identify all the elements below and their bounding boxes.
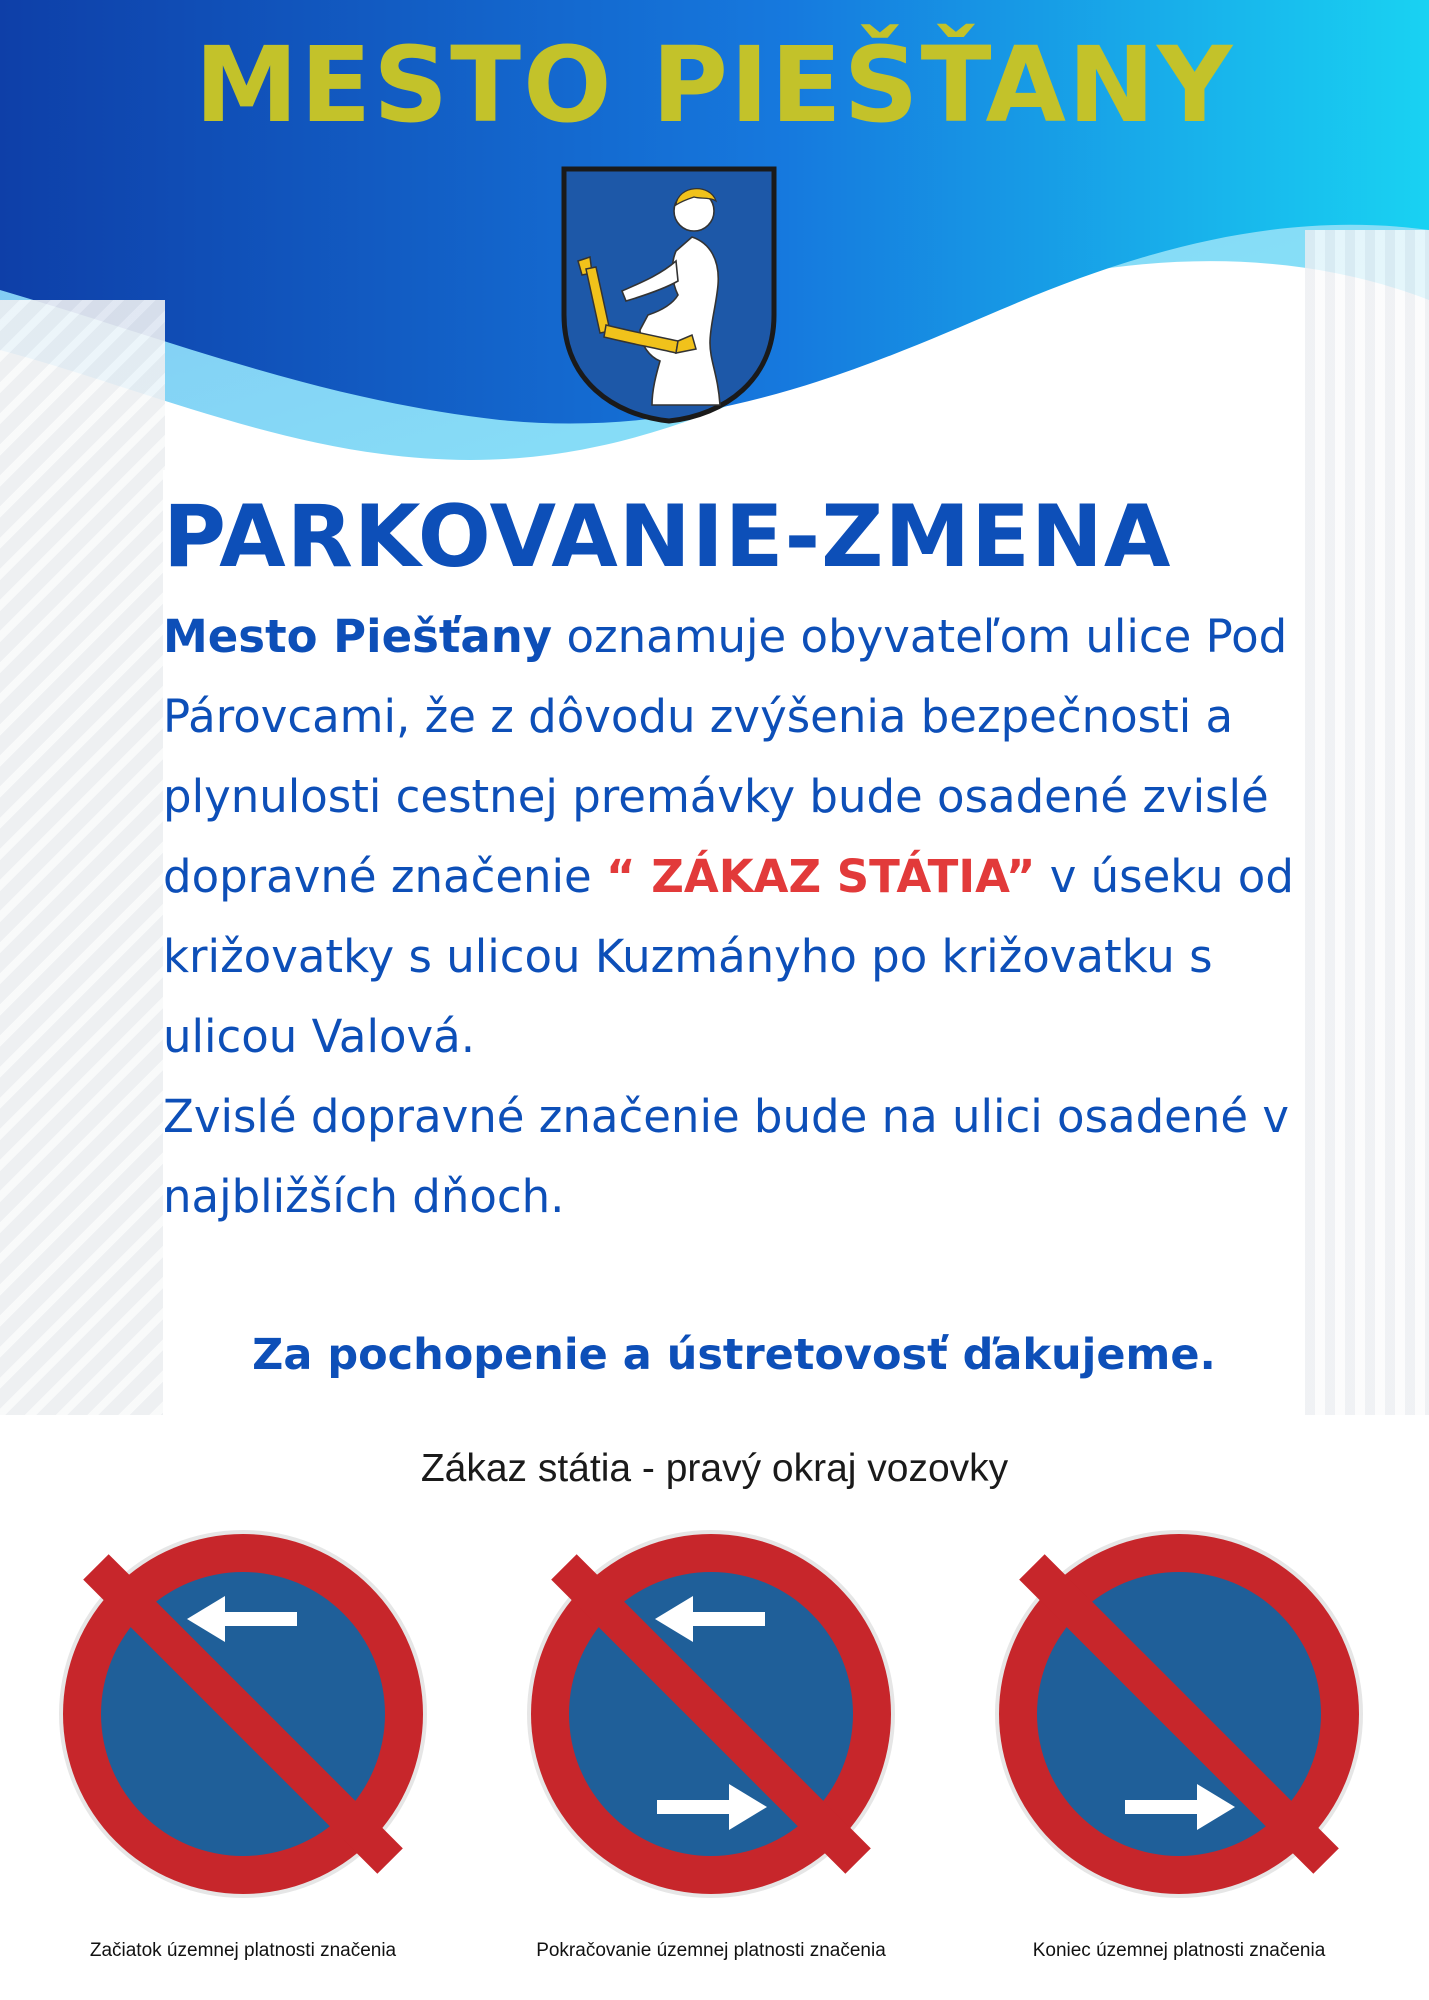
notice-paragraph-1 — [163, 597, 1303, 1077]
no-stopping-sign-arrow-right-icon — [993, 1528, 1365, 1900]
notice-highlight: “ ZÁKAZ STÁTIA” — [606, 850, 1036, 903]
sign-caption-continuation: Pokračovanie územnej platnosti značenia — [536, 1940, 886, 1961]
notice-text-after: v úseku od križovatky s ulicou Kuzmányho po križovatku s ulicou Valová. — [163, 850, 1294, 1063]
sign-caption-end: Koniec územnej platnosti značenia — [1032, 1940, 1326, 1961]
no-stopping-sign-arrow-left-icon — [57, 1528, 429, 1900]
sign-caption-start: Začiatok územnej platnosti značenia — [89, 1940, 397, 1961]
city-title: MESTO PIEŠŤANY — [194, 24, 1235, 146]
signs-heading: Zákaz státia - pravý okraj vozovky — [420, 1447, 1009, 1490]
notice-lead: Mesto Piešťany — [163, 610, 553, 663]
left-decorative-pattern — [0, 300, 165, 1415]
no-stopping-sign-arrows-left-right-icon — [525, 1528, 897, 1900]
notice-paragraph-2: Zvislé dopravné značenie bude na ulici osadené v najbližších dňoch. — [163, 1090, 1289, 1223]
notice-body — [163, 597, 1303, 1237]
right-decorative-pattern — [1305, 230, 1429, 1415]
notice-title: PARKOVANIE-ZMENA — [163, 487, 1172, 587]
coat-of-arms-icon — [560, 165, 778, 425]
thanks-line: Za pochopenie a ústretovosť ďakujeme. — [252, 1330, 1216, 1380]
notice-text-before: oznamuje obyvateľom ulice Pod Párovcami, že z dôvodu zvýšenia bezpečnosti a plynulosti cestnej premávky bude osadené zvislé dopravné značenie — [163, 610, 1288, 903]
